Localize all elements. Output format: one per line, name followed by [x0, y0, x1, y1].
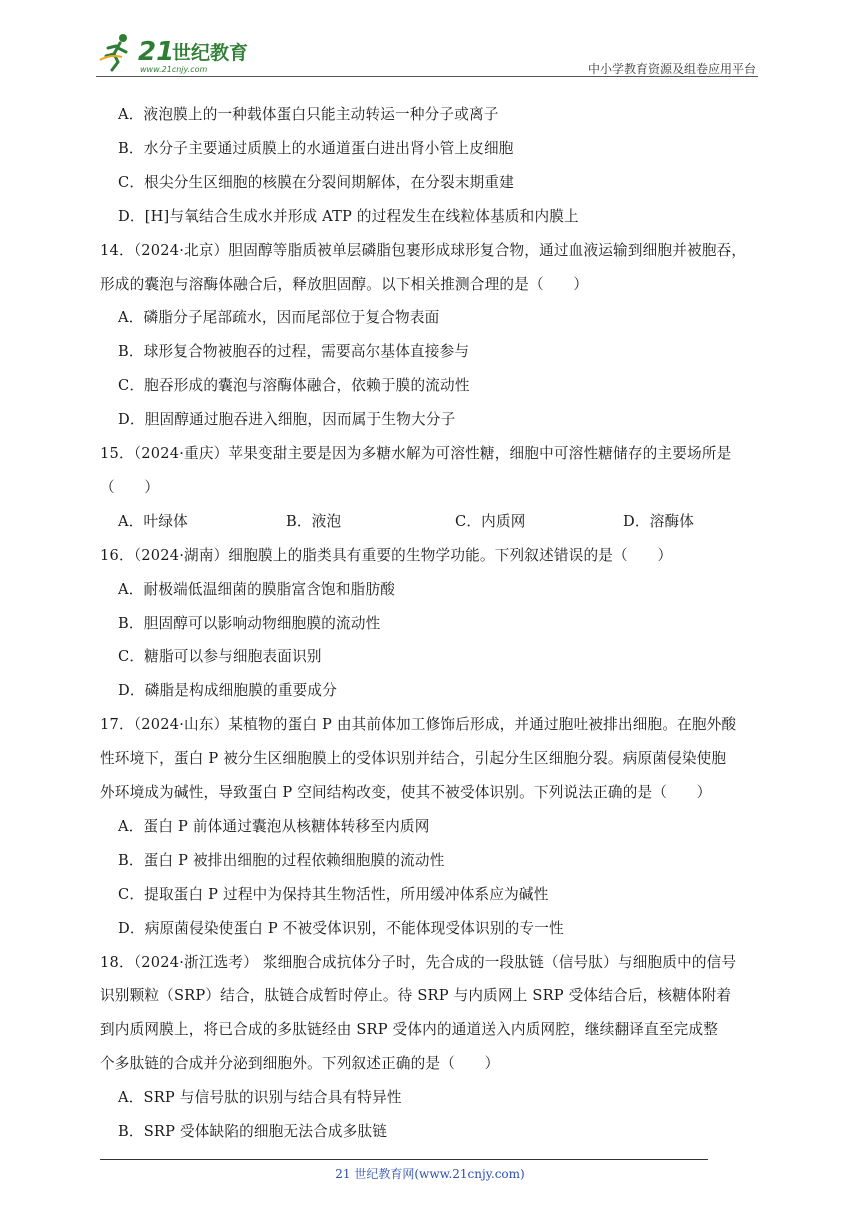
question-text: 14．（2024·北京）胆固醇等脂质被单层磷脂包裹形成球形复合物，通过血液运输到细胞并被胞吞，	[100, 242, 747, 259]
answer-option: C．根尖分生区细胞的核膜在分裂间期解体，在分裂末期重建	[118, 174, 515, 191]
question-text: 17．（2024·山东）某植物的蛋白 P 由其前体加工修饰后形成，并通过胞吐被排出细胞。在胞外酸	[100, 716, 737, 733]
question-text: 形成的囊泡与溶酶体融合后，释放胆固醇。以下相关推测合理的是（ ）	[100, 276, 589, 293]
answer-option: B．SRP 受体缺陷的细胞无法合成多肽链	[118, 1123, 388, 1140]
answer-option: D．病原菌侵染使蛋白 P 不被受体识别，不能体现受体识别的专一性	[118, 920, 564, 937]
answer-option: B．蛋白 P 被排出细胞的过程依赖细胞膜的流动性	[118, 852, 445, 869]
q15-option: B．液泡	[286, 513, 342, 530]
question-text: 性环境下，蛋白 P 被分生区细胞膜上的受体识别并结合，引起分生区细胞分裂。病原菌侵染使胞	[100, 750, 727, 767]
answer-option: D．[H]与氧结合生成水并形成 ATP 的过程发生在线粒体基质和内膜上	[118, 208, 579, 225]
question-text: 外环境成为碱性，导致蛋白 P 空间结构改变，使其不被受体识别。下列说法正确的是（ ）	[100, 784, 712, 801]
logo-text: 世纪教育	[172, 42, 249, 64]
footer-text: 21 世纪教育网(www.21cnjy.com)	[335, 1167, 525, 1181]
answer-option: A．磷脂分子尾部疏水，因而尾部位于复合物表面	[118, 309, 440, 326]
logo-url: www.21cnjy.com	[140, 65, 208, 74]
q15-option: A．叶绿体	[118, 513, 188, 530]
answer-option: B．胆固醇可以影响动物细胞膜的流动性	[118, 615, 381, 632]
page-header	[96, 30, 756, 78]
answer-option: A．耐极端低温细菌的膜脂富含饱和脂肪酸	[118, 581, 396, 598]
platform-name: 中小学教育资源及组卷应用平台	[587, 62, 756, 76]
header-divider	[96, 76, 758, 77]
q15-option: C．内质网	[455, 513, 526, 530]
question-text: 15．（2024·重庆）苹果变甜主要是因为多糖水解为可溶性糖，细胞中可溶性糖储存的主要场所是	[100, 445, 732, 462]
question-text: （ ）	[100, 479, 160, 496]
logo-number: 21	[138, 37, 175, 67]
answer-option: C．提取蛋白 P 过程中为保持其生物活性，所用缓冲体系应为碱性	[118, 886, 549, 903]
question-text: 16．（2024·湖南）细胞膜上的脂类具有重要的生物学功能。下列叙述错误的是（ ）	[100, 547, 673, 564]
answer-option: B．球形复合物被胞吞的过程，需要高尔基体直接参与	[118, 343, 470, 360]
answer-option: D．磷脂是构成细胞膜的重要成分	[118, 682, 338, 699]
footer-divider	[100, 1159, 708, 1160]
logo	[96, 30, 266, 78]
answer-option: A．液泡膜上的一种载体蛋白只能主动转运一种分子或离子	[118, 106, 499, 123]
question-text: 识别颗粒（SRP）结合，肽链合成暂时停止。待 SRP 与内质网上 SRP 受体结合后，核糖体附着	[100, 987, 732, 1004]
answer-option: D．胆固醇通过胞吞进入细胞，因而属于生物大分子	[118, 411, 456, 428]
answer-option: C．糖脂可以参与细胞表面识别	[118, 648, 322, 665]
question-text: 到内质网膜上，将已合成的多肽链经由 SRP 受体内的通道送入内质网腔，继续翻译直至完成整	[100, 1021, 719, 1038]
question-text: 18．（2024·浙江选考） 浆细胞合成抗体分子时，先合成的一段肽链（信号肽）与细胞质中的信号	[100, 954, 737, 971]
answer-option: B．水分子主要通过质膜上的水通道蛋白进出肾小管上皮细胞	[118, 140, 514, 157]
runner-icon	[100, 34, 127, 70]
answer-option: A．蛋白 P 前体通过囊泡从核糖体转移至内质网	[118, 818, 430, 835]
q15-option: D．溶酶体	[623, 513, 695, 530]
answer-option: C．胞吞形成的囊泡与溶酶体融合，依赖于膜的流动性	[118, 377, 470, 394]
answer-option: A．SRP 与信号肽的识别与结合具有特异性	[118, 1089, 402, 1106]
question-text: 个多肽链的合成并分泌到细胞外。下列叙述正确的是（ ）	[100, 1055, 500, 1072]
